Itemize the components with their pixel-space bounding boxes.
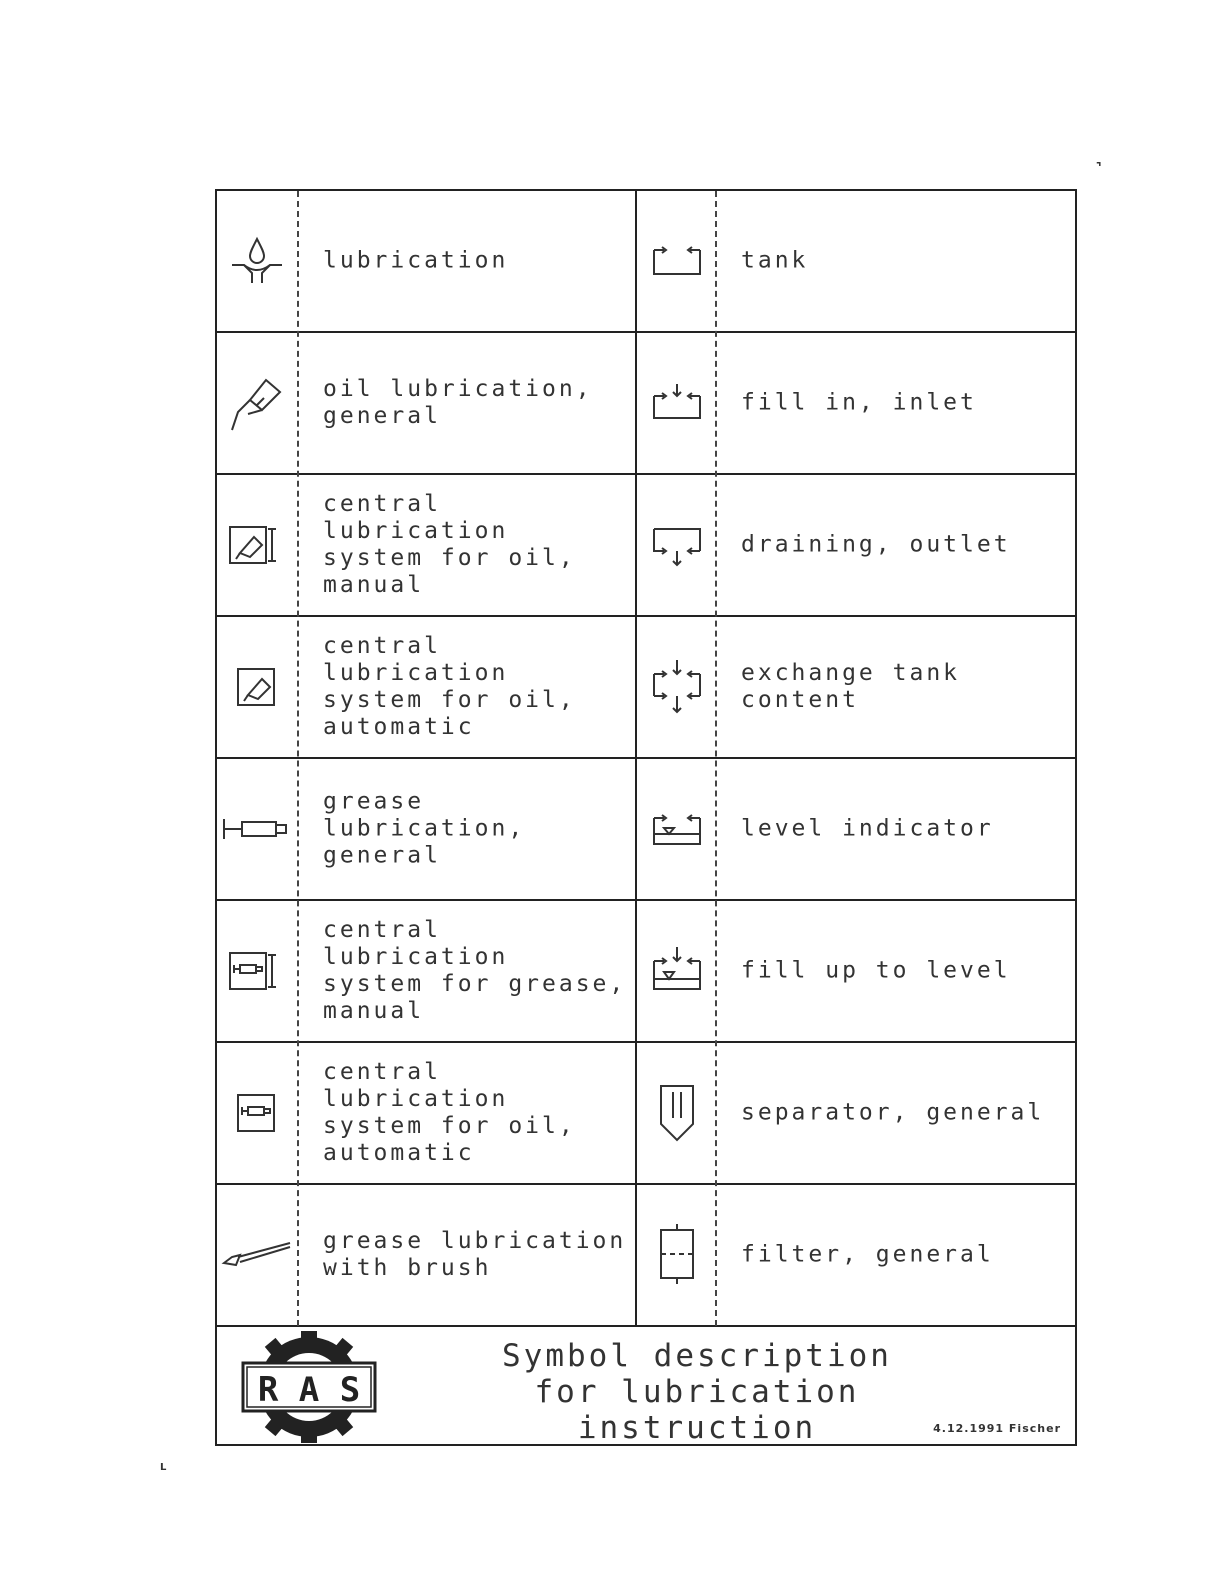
grease-brush-icon	[217, 1185, 297, 1325]
dashed-divider-left	[297, 191, 299, 1326]
table-row	[217, 901, 1075, 1043]
dashed-divider-right	[715, 191, 717, 1326]
symbol-label: central lubrication system for grease, manual	[323, 917, 627, 1024]
grease-system-manual-icon	[217, 901, 297, 1041]
symbol-label: tank	[741, 247, 809, 274]
level-indicator-icon	[637, 759, 717, 899]
symbol-label: central lubrication system for oil, automatic	[323, 1059, 576, 1166]
symbol-label: lubrication	[323, 247, 509, 274]
symbol-label: exchange tank content	[741, 660, 961, 713]
logo-text: R A S	[257, 1370, 361, 1410]
grease-system-automatic-icon	[217, 1043, 297, 1183]
column-divider	[635, 191, 637, 1326]
tank-drain-icon	[637, 475, 717, 615]
tank-fill-icon	[637, 333, 717, 473]
title-block	[217, 1326, 1075, 1444]
table-row	[217, 759, 1075, 901]
table-row	[217, 617, 1075, 759]
lubrication-drop-icon	[217, 191, 297, 331]
grease-gun-icon	[217, 759, 297, 899]
symbol-label: draining, outlet	[741, 531, 1011, 558]
symbol-label: level indicator	[741, 815, 994, 842]
symbol-label: central lubrication system for oil, manual	[323, 491, 576, 598]
table-row	[217, 475, 1075, 617]
table-row	[217, 1043, 1075, 1185]
sheet-title: Symbol description for lubrication instruction	[502, 1338, 892, 1446]
symbol-label: separator, general	[741, 1099, 1045, 1126]
symbol-label: filter, general	[741, 1241, 994, 1268]
tank-icon	[637, 191, 717, 331]
separator-icon	[637, 1043, 717, 1183]
oil-can-icon	[217, 333, 297, 473]
filter-icon	[637, 1185, 717, 1325]
symbol-label: grease lubrication, general	[323, 788, 526, 869]
oil-system-manual-icon	[217, 475, 297, 615]
tank-exchange-icon	[637, 617, 717, 757]
ras-logo	[239, 1331, 379, 1447]
table-row	[217, 191, 1075, 333]
table-row	[217, 1185, 1075, 1327]
symbol-label: grease lubrication with brush	[323, 1228, 627, 1281]
symbol-label: fill up to level	[741, 957, 1011, 984]
symbol-label: fill in, inlet	[741, 389, 977, 416]
oil-system-automatic-icon	[217, 617, 297, 757]
corner-mark-top-right: ⌝	[1096, 160, 1102, 174]
symbol-table	[217, 191, 1075, 1326]
fill-to-level-icon	[637, 901, 717, 1041]
symbol-sheet	[215, 189, 1077, 1446]
symbol-label: oil lubrication, general	[323, 376, 593, 429]
table-row	[217, 333, 1075, 475]
date-author: 4.12.1991 Fischer	[933, 1422, 1061, 1435]
corner-mark-bottom-left: L	[160, 1462, 167, 1473]
symbol-label: central lubrication system for oil, automatic	[323, 633, 576, 740]
